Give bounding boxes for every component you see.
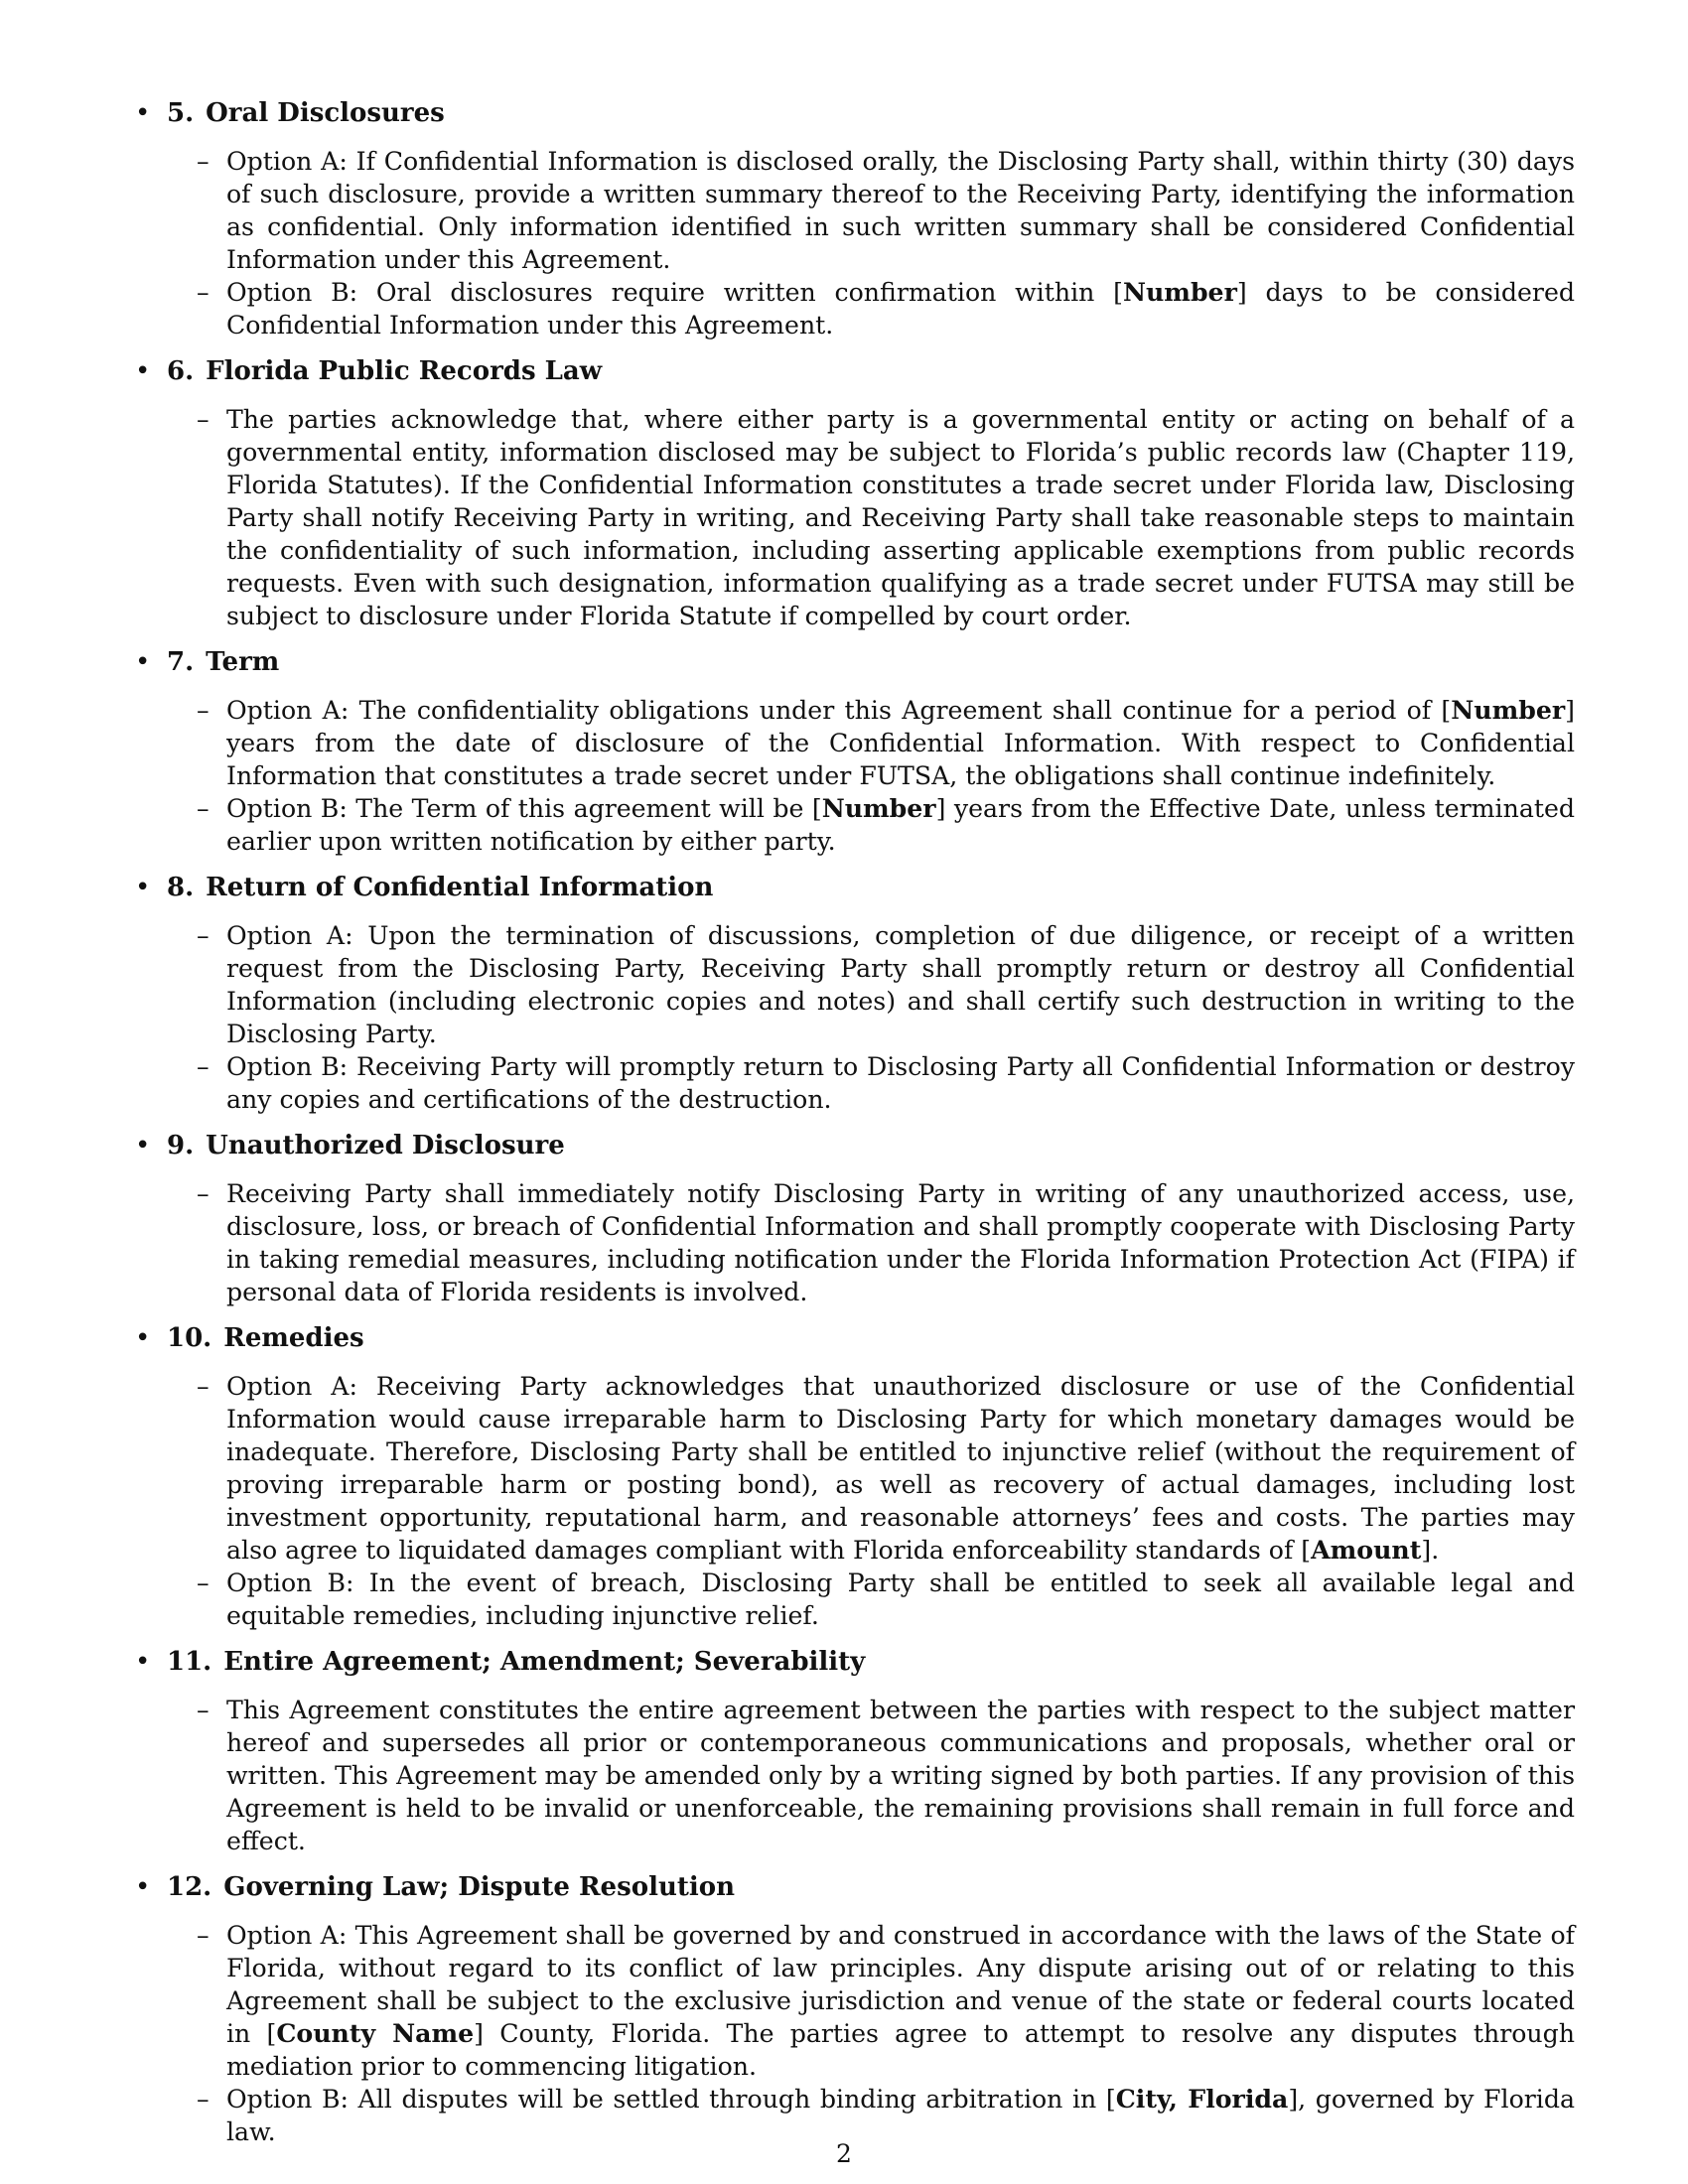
section-title-text: Entire Agreement; Amendment; Severability: [223, 1647, 866, 1677]
text-segment: Option B: The Term of this agreement will be [: [226, 794, 822, 823]
section-number: 10.: [167, 1323, 212, 1353]
section-title-text: Term: [206, 647, 280, 677]
dash-icon: –: [197, 1921, 210, 1950]
section-12: [135, 1871, 1575, 2148]
list-item: [197, 694, 1575, 792]
section-title: [167, 355, 602, 387]
text-segment: Option B: Oral disclosures require written confirmation within [: [226, 278, 1123, 307]
placeholder-field: Amount: [1311, 1535, 1422, 1565]
section-heading: [135, 1646, 1575, 1678]
list-item: [197, 1694, 1575, 1857]
item-text: [226, 1370, 1575, 1567]
section-heading: [135, 355, 1575, 387]
section-items: [135, 919, 1575, 1116]
section-items: [135, 694, 1575, 858]
section-number: 9.: [167, 1131, 195, 1160]
section-number: 6.: [167, 356, 195, 386]
list-item: [197, 1567, 1575, 1632]
dash-icon: –: [197, 921, 210, 950]
item-text: [226, 792, 1575, 858]
list-item: [197, 1370, 1575, 1567]
list-item: [197, 403, 1575, 632]
section-5: [135, 97, 1575, 341]
section-number: 7.: [167, 647, 195, 677]
bullet-icon: •: [135, 1131, 151, 1160]
item-text: [226, 403, 1575, 632]
item-text: [226, 1567, 1575, 1632]
dash-icon: –: [197, 278, 210, 307]
section-heading: [135, 1871, 1575, 1903]
dash-icon: –: [197, 1696, 210, 1724]
section-8: [135, 872, 1575, 1116]
item-text: [226, 276, 1575, 341]
text-segment: Option A: This Agreement shall be governed by and construed in accordance with the laws of the State of Florida, without regard to its conflict of law principles. Any dispute arising out of or relating to this Agreement shall be subject to the exclusive jurisdiction and venue of the state or federal courts located in [: [226, 1921, 1575, 2048]
dash-icon: –: [197, 1052, 210, 1081]
item-text: [226, 919, 1575, 1050]
text-segment: Option A: If Confidential Information is disclosed orally, the Disclosing Party shall, within thirty (30) days of such disclosure, provide a written summary thereof to the Receiving Party, identifying the information as confidential. Only information identified in such written summary shall be considered Confidential Information under this Agreement.: [226, 147, 1575, 274]
text-segment: ] years from the Effective Date, unless terminated earlier upon written notification by either party.: [226, 794, 1575, 856]
text-segment: ].: [1421, 1536, 1440, 1565]
section-heading: [135, 872, 1575, 903]
section-title-text: Return of Confidential Information: [206, 873, 714, 902]
section-10: [135, 1322, 1575, 1632]
section-items: [135, 1370, 1575, 1632]
list-item: [197, 1050, 1575, 1116]
text-segment: Receiving Party shall immediately notify Disclosing Party in writing of any unauthorized access, use, disclosure, loss, or breach of Confidential Information and shall promptly cooperate with Disclosing Party in taking remedial measures, including notification under the Florida Information Protection Act (FIPA) if personal data of Florida residents is involved.: [226, 1179, 1575, 1306]
bullet-icon: •: [135, 1323, 151, 1353]
list-item: [197, 1919, 1575, 2083]
dash-icon: –: [197, 2085, 210, 2114]
section-title-text: Remedies: [223, 1323, 364, 1353]
list-item: [197, 145, 1575, 276]
document-body: [135, 97, 1575, 2162]
section-number: 12.: [167, 1872, 212, 1902]
bullet-icon: •: [135, 1872, 151, 1902]
section-7: [135, 646, 1575, 858]
text-segment: This Agreement constitutes the entire agreement between the parties with respect to the subject matter hereof and supersedes all prior or contemporaneous communications and proposals, whether oral or written. This Agreement may be amended only by a writing signed by both parties. If any provision of this Agreement is held to be invalid or unenforceable, the remaining provisions shall remain in full force and effect.: [226, 1696, 1575, 1855]
section-title: [167, 1646, 865, 1678]
item-text: [226, 1050, 1575, 1116]
bullet-icon: •: [135, 873, 151, 902]
section-title-text: Governing Law; Dispute Resolution: [223, 1872, 735, 1902]
item-text: [226, 1694, 1575, 1857]
text-segment: Option B: In the event of breach, Disclosing Party shall be entitled to seek all available legal and equitable remedies, including injunctive relief.: [226, 1569, 1575, 1630]
section-items: [135, 1177, 1575, 1308]
section-title-text: Unauthorized Disclosure: [206, 1131, 565, 1160]
section-9: [135, 1130, 1575, 1308]
section-items: [135, 145, 1575, 341]
item-text: [226, 145, 1575, 276]
text-segment: ] days to be considered Confidential Information under this Agreement.: [226, 278, 1575, 340]
section-11: [135, 1646, 1575, 1857]
bullet-icon: •: [135, 647, 151, 677]
section-number: 11.: [167, 1647, 212, 1677]
list-item: [197, 276, 1575, 341]
text-segment: The parties acknowledge that, where either party is a governmental entity or acting on behalf of a governmental entity, information disclosed may be subject to Florida’s public records law (Chapter 119, Florida Statutes). If the Confidential Information constitutes a trade secret under Florida law, Disclosing Party shall notify Receiving Party in writing, and Receiving Party shall take reasonable steps to maintain the confidentiality of such information, including asserting applicable exemptions from public records requests. Even with such designation, information qualifying as a trade secret under FUTSA may still be subject to disclosure under Florida Statute if compelled by court order.: [226, 405, 1575, 630]
list-item: [197, 919, 1575, 1050]
dash-icon: –: [197, 696, 210, 725]
section-title: [167, 1130, 565, 1161]
section-title: [167, 1322, 364, 1354]
section-title: [167, 646, 279, 678]
text-segment: Option B: Receiving Party will promptly return to Disclosing Party all Confidential Information or destroy any copies and certifications of the destruction.: [226, 1052, 1575, 1114]
dash-icon: –: [197, 147, 210, 176]
section-title-text: Florida Public Records Law: [206, 356, 603, 386]
placeholder-field: County Name: [276, 2018, 475, 2048]
section-title: [167, 1871, 735, 1903]
section-title: [167, 97, 445, 129]
text-segment: Option B: All disputes will be settled through binding arbitration in [: [226, 2085, 1116, 2114]
section-items: [135, 403, 1575, 632]
placeholder-field: Number: [1122, 277, 1237, 307]
bullet-icon: •: [135, 1647, 151, 1677]
item-text: [226, 1177, 1575, 1308]
section-number: 8.: [167, 873, 195, 902]
placeholder-field: Number: [821, 793, 936, 823]
text-segment: ] years from the date of disclosure of the Confidential Information. With respect to Confidential Information that constitutes a trade secret under FUTSA, the obligations shall continue indefinitely.: [226, 696, 1575, 790]
section-heading: [135, 97, 1575, 129]
bullet-icon: •: [135, 98, 151, 128]
bullet-icon: •: [135, 356, 151, 386]
dash-icon: –: [197, 1569, 210, 1597]
dash-icon: –: [197, 405, 210, 434]
page-number: 2: [836, 2139, 852, 2168]
list-item: [197, 792, 1575, 858]
section-title-text: Oral Disclosures: [206, 98, 445, 128]
text-segment: ], governed by Florida law.: [226, 2085, 1575, 2146]
item-text: [226, 1919, 1575, 2083]
text-segment: Option A: The confidentiality obligations under this Agreement shall continue for a period of [: [226, 696, 1452, 725]
dash-icon: –: [197, 794, 210, 823]
dash-icon: –: [197, 1372, 210, 1401]
section-heading: [135, 1322, 1575, 1354]
dash-icon: –: [197, 1179, 210, 1208]
placeholder-field: City, Florida: [1115, 2084, 1289, 2114]
section-items: [135, 1919, 1575, 2148]
section-heading: [135, 646, 1575, 678]
text-segment: ] County, Florida. The parties agree to attempt to resolve any disputes through mediation prior to commencing litigation.: [226, 2019, 1575, 2081]
list-item: [197, 1177, 1575, 1308]
text-segment: Option A: Receiving Party acknowledges that unauthorized disclosure or use of the Confidential Information would cause irreparable harm to Disclosing Party for which monetary damages would be inadequate. Therefore, Disclosing Party shall be entitled to injunctive relief (without the requirement of proving irreparable harm or posting bond), as well as recovery of actual damages, including lost investment opportunity, reputational harm, and reasonable attorneys’ fees and costs. The parties may also agree to liquidated damages compliant with Florida enforceability standards of [: [226, 1372, 1575, 1565]
item-text: [226, 694, 1575, 792]
section-heading: [135, 1130, 1575, 1161]
section-items: [135, 1694, 1575, 1857]
text-segment: Option A: Upon the termination of discussions, completion of due diligence, or receipt of a written request from the Disclosing Party, Receiving Party shall promptly return or destroy all Confidential Information (including electronic copies and notes) and shall certify such destruction in writing to the Disclosing Party.: [226, 921, 1575, 1048]
section-number: 5.: [167, 98, 195, 128]
placeholder-field: Number: [1451, 695, 1566, 725]
section-6: [135, 355, 1575, 632]
section-title: [167, 872, 713, 903]
